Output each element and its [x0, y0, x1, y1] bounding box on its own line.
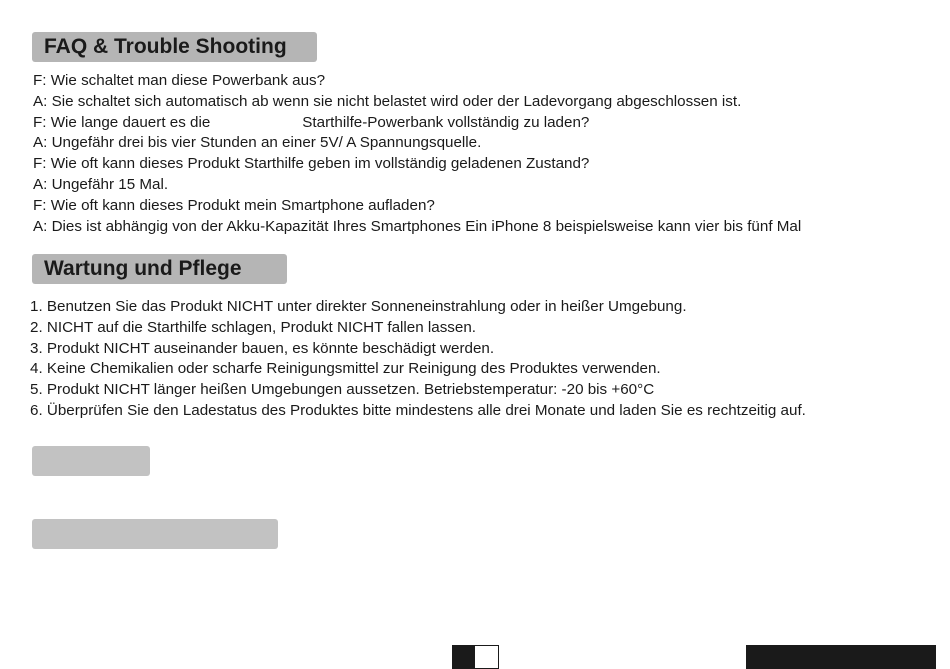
- faq-line: A: Ungefähr drei bis vier Stunden an einer 5V/ A Spannungsquelle.: [33, 134, 482, 152]
- page-marker: [452, 645, 499, 669]
- care-list: [30, 297, 806, 422]
- faq-line: A: Dies ist abhängig von der Akku-Kapazität Ihres Smartphones Ein iPhone 8 beispielsweise kann vier bis fünf Mal: [33, 217, 802, 235]
- faq-line: A: Ungefähr 15 Mal.: [33, 175, 169, 193]
- blank-heading-bar: [32, 519, 278, 549]
- care-item: 6. Überprüfen Sie den Ladestatus des Produktes bitte mindestens alle drei Monate und laden Sie es rechtzeitig auf.: [30, 401, 806, 419]
- faq-line: A: Sie schaltet sich automatisch ab wenn sie nicht belastet wird oder der Ladevorgang abgeschlossen ist.: [33, 92, 742, 110]
- faq-line: F: Wie oft kann dieses Produkt mein Smartphone aufladen?: [33, 196, 435, 214]
- charge-question-end: Starthilfe-Powerbank vollständig zu laden?: [302, 113, 590, 131]
- faq-line: F: Wie oft kann dieses Produkt Starthilfe geben im vollständig geladenen Zustand?: [33, 155, 590, 173]
- care-item: 1. Benutzen Sie das Produkt NICHT unter direkter Sonneneinstrahlung oder in heißer Umgebung.: [30, 298, 687, 315]
- faq-list: [33, 71, 801, 237]
- charge-question-start: F: Wie lange dauert es die: [33, 113, 211, 131]
- blank-heading-bar: [32, 446, 150, 476]
- care-heading: Wartung und Pflege: [32, 254, 287, 284]
- care-item: 2. NICHT auf die Starthilfe schlagen, Produkt NICHT fallen lassen.: [30, 318, 476, 336]
- corner-block: [746, 645, 936, 669]
- faq-heading: FAQ & Trouble Shooting: [32, 32, 317, 62]
- faq-line-charge-question: [33, 113, 801, 134]
- faq-line: F: Wie schaltet man diese Powerbank aus?: [33, 72, 326, 89]
- care-item: 5. Produkt NICHT länger heißen Umgebungen aussetzen. Betriebstemperatur: -20 bis +60°C: [30, 381, 655, 399]
- page-marker-fill: [453, 646, 475, 668]
- care-item: 3. Produkt NICHT auseinander bauen, es könnte beschädigt werden.: [30, 339, 495, 357]
- care-item: 4. Keine Chemikalien oder scharfe Reinigungsmittel zur Reinigung des Produktes verwenden.: [30, 360, 661, 378]
